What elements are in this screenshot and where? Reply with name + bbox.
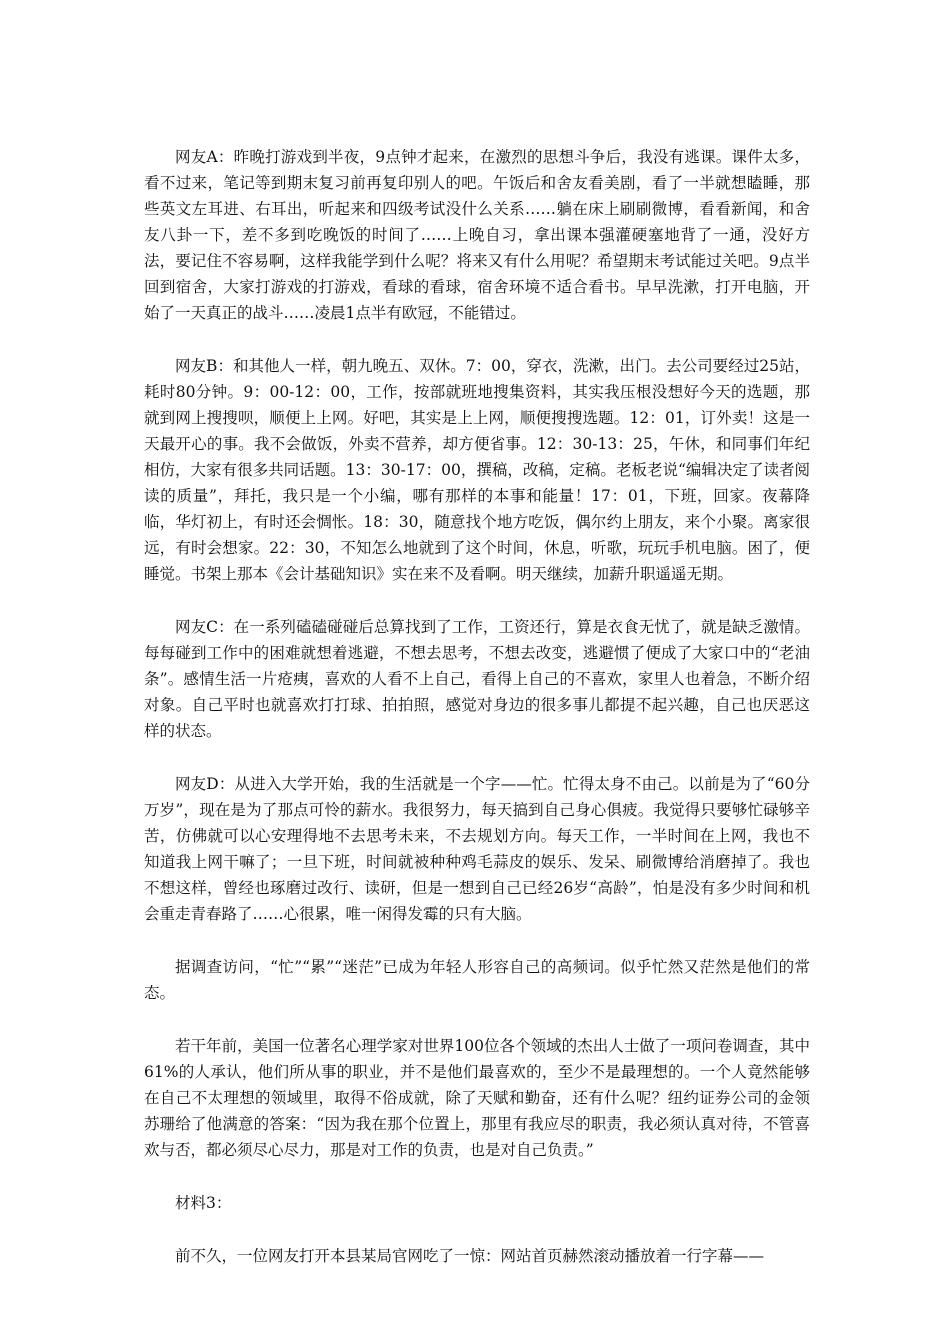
paragraph-survey: 据调查访问，“忙”“累”“迷茫”已成为年轻人形容自己的高频词。似乎忙然又茫然是他们的常态。 <box>144 958 810 1002</box>
paragraph-netizen-a: 网友A：昨晚打游戏到半夜，9点钟才起来，在激烈的思想斗争后，我没有逃课。课件太多，看不过来，笔记等到期末复习前再复印别人的吧。午饭后和舍友看美剧，看了一半就想瞌睡，那些英文左耳进、右耳出，听起来和四级考试没什么关系……躺在床上刷刷微博，看看新闻，和舍友八卦一下，差不多到吃晚饭的时间了……上晚自习，拿出课本强灌硬塞地背了一通，没好方法，要记住不容易啊，这样我能学到什么呢？将来又有什么用呢？希望期末考试能过关吧。9点半回到宿舍，大家打游戏的打游戏，看球的看球，宿舍环境不适合看书。早早洗漱，打开电脑，开始了一天真正的战斗……凌晨1点半有欧冠，不能错过。 <box>144 148 810 322</box>
document-body <box>144 144 810 1296</box>
paragraph-netizen-c: 网友C：在一系列磕磕碰碰后总算找到了工作，工资还行，算是衣食无忧了，就是缺乏激情。每每碰到工作中的困难就想着逃避，不想去思考，不想去改变，逃避惯了便成了大家口中的“老油条”。感情生活一片疮痍，喜欢的人看不上自己，看得上自己的不喜欢，家里人也着急，不断介绍对象。自己平时也就喜欢打打球、拍拍照，感觉对身边的很多事儿都提不起兴趣，自己也厌恶这样的状态。 <box>144 618 810 740</box>
paragraph-netizen-d: 网友D：从进入大学开始，我的生活就是一个字——忙。忙得太身不由己。以前是为了“60分万岁”，现在是为了那点可怜的薪水。我很努力，每天搞到自己身心俱疲。我觉得只要够忙碌够辛苦，仿佛就可以心安理得地不去思考未来，不去规划方向。每天工作，一半时间在上网，我也不知道我上网干嘛了；一旦下班，时间就被种种鸡毛蒜皮的娱乐、发呆、刷微博给消磨掉了。我也不想这样，曾经也琢磨过改行、读研，但是一想到自己已经26岁“高龄”，怕是没有多少时间和机会重走青春路了……心很累，唯一闲得发霉的只有大脑。 <box>144 775 810 923</box>
paragraph-netizen-b: 网友B：和其他人一样，朝九晚五、双休。7：00，穿衣，洗漱，出门。去公司要经过25站，耗时80分钟。9：00-12：00，工作，按部就班地搜集资料，其实我压根没想好今天的选题，那就到网上搜搜呗，顺便上上网。好吧，其实是上上网，顺便搜搜选题。12：01，订外卖！这是一天最开心的事。我不会做饭，外卖不营养，却方便省事。12：30-13：25，午休，和同事们年纪相仿，大家有很多共同话题。13：30-17：00，撰稿，改稿，定稿。老板老说“编辑决定了读者阅读的质量”，拜托，我只是一个小编，哪有那样的本事和能量！17：01，下班，回家。夜幕降临，华灯初上，有时还会惆怅。18：30，随意找个地方吃饭，偶尔约上朋友，来个小聚。离家很远，有时会想家。22：30，不知怎么地就到了这个时间，休息，听歌，玩玩手机电脑。困了，便睡觉。书架上那本《会计基础知识》实在来不及看啊。明天继续，加薪升职遥遥无期。 <box>144 357 810 583</box>
paragraph-psychologist: 若干年前，美国一位著名心理学家对世界100位各个领域的杰出人士做了一项问卷调查，其中61%的人承认，他们所从事的职业，并不是他们最喜欢的，至少不是最理想的。一个人竟然能够在自己不太理想的领域里，取得不俗成就，除了天赋和勤奋，还有什么呢？纽约证券公司的金领苏珊给了他满意的答案：“因为我在那个位置上，那里有我应尽的职责，我必须认真对待，不管喜欢与否，都必须尽心尽力，那是对工作的负责，也是对自己负责。” <box>144 1037 810 1159</box>
paragraph-website: 前不久，一位网友打开本县某局官网吃了一惊：网站首页赫然滚动播放着一行字幕—— <box>175 1247 765 1265</box>
paragraph-material-3-heading: 材料3： <box>175 1194 232 1212</box>
